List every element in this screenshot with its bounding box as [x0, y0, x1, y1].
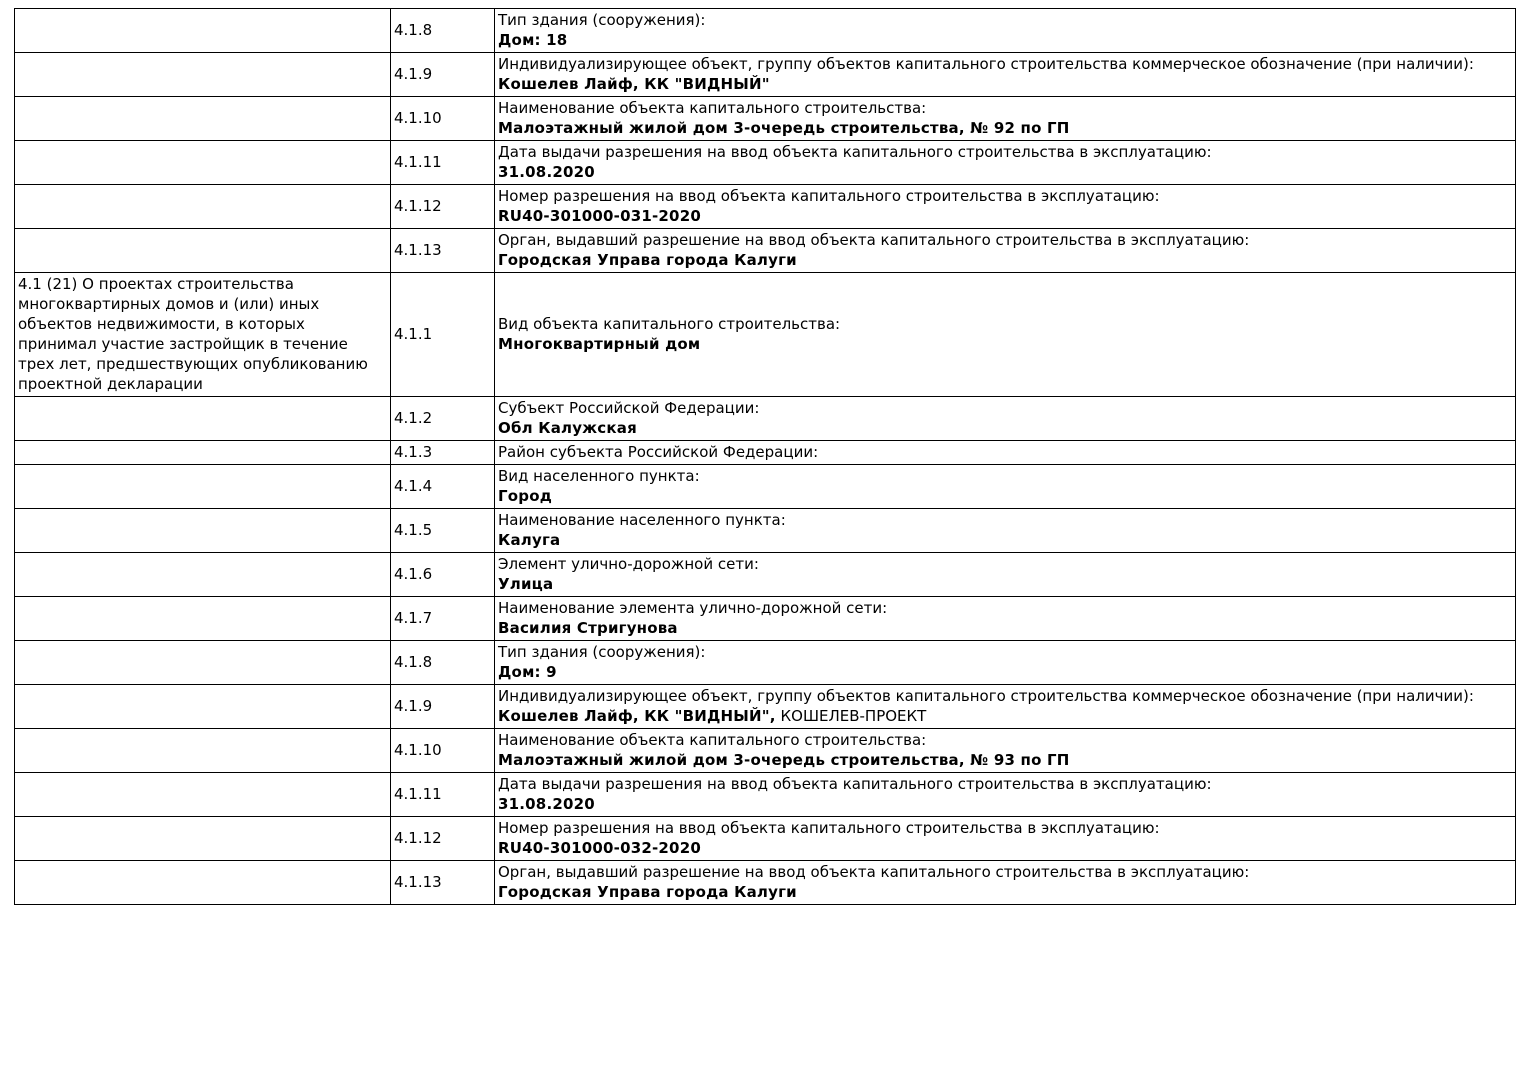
table-row — [15, 817, 1516, 861]
section-cell — [15, 773, 391, 817]
section-cell — [15, 465, 391, 509]
row-content — [495, 9, 1516, 53]
section-cell — [15, 97, 391, 141]
table-row — [15, 53, 1516, 97]
row-code: 4.1.1 — [391, 273, 495, 397]
section-cell — [15, 553, 391, 597]
field-value — [498, 574, 1511, 594]
section-cell — [15, 53, 391, 97]
field-label: Элемент улично-дорожной сети: — [498, 555, 759, 573]
field-value-bold: Василия Стригунова — [498, 619, 678, 637]
field-label: Орган, выдавший разрешение на ввод объекта капитального строительства в эксплуатацию: — [498, 231, 1250, 249]
field-value-bold: RU40-301000-032-2020 — [498, 839, 701, 857]
row-content — [495, 53, 1516, 97]
field-label: Орган, выдавший разрешение на ввод объекта капитального строительства в эксплуатацию: — [498, 863, 1250, 881]
row-content — [495, 773, 1516, 817]
field-value — [498, 618, 1511, 638]
row-content — [495, 861, 1516, 905]
field-label: Вид объекта капитального строительства: — [498, 315, 841, 333]
field-value-bold: RU40-301000-031-2020 — [498, 207, 701, 225]
field-label: Наименование населенного пункта: — [498, 511, 786, 529]
section-cell — [15, 141, 391, 185]
row-code: 4.1.11 — [391, 773, 495, 817]
field-value — [498, 250, 1511, 270]
field-value — [498, 838, 1511, 858]
field-label: Наименование элемента улично-дорожной сети: — [498, 599, 888, 617]
table-row — [15, 141, 1516, 185]
row-code: 4.1.9 — [391, 53, 495, 97]
declaration-table-body — [15, 9, 1516, 905]
row-content — [495, 141, 1516, 185]
row-content — [495, 465, 1516, 509]
table-row — [15, 861, 1516, 905]
row-content — [495, 817, 1516, 861]
row-content — [495, 441, 1516, 465]
field-value-bold: Дом: 9 — [498, 663, 557, 681]
table-row — [15, 509, 1516, 553]
field-value-bold: Улица — [498, 575, 554, 593]
field-value — [498, 162, 1511, 182]
row-content — [495, 553, 1516, 597]
row-code: 4.1.10 — [391, 97, 495, 141]
row-content — [495, 185, 1516, 229]
row-content — [495, 273, 1516, 397]
row-code: 4.1.3 — [391, 441, 495, 465]
row-code: 4.1.5 — [391, 509, 495, 553]
table-row — [15, 185, 1516, 229]
field-value — [498, 882, 1511, 902]
section-cell — [15, 397, 391, 441]
field-value-regular: КОШЕЛЕВ-ПРОЕКТ — [775, 707, 927, 725]
table-row — [15, 773, 1516, 817]
table-row — [15, 229, 1516, 273]
field-value-bold: Кошелев Лайф, КК "ВИДНЫЙ", — [498, 707, 776, 725]
section-cell — [15, 729, 391, 773]
row-code: 4.1.12 — [391, 185, 495, 229]
row-content — [495, 229, 1516, 273]
field-value — [498, 794, 1511, 814]
table-row — [15, 465, 1516, 509]
field-label: Тип здания (сооружения): — [498, 11, 706, 29]
field-label: Тип здания (сооружения): — [498, 643, 706, 661]
field-label: Индивидуализирующее объект, группу объектов капитального строительства коммерческое обозначение (при наличии): — [498, 687, 1474, 705]
field-value — [498, 30, 1511, 50]
section-cell — [15, 441, 391, 465]
field-label: Дата выдачи разрешения на ввод объекта капитального строительства в эксплуатацию: — [498, 143, 1212, 161]
row-code: 4.1.10 — [391, 729, 495, 773]
field-label: Индивидуализирующее объект, группу объектов капитального строительства коммерческое обозначение (при наличии): — [498, 55, 1474, 73]
row-code: 4.1.6 — [391, 553, 495, 597]
table-row — [15, 553, 1516, 597]
table-row — [15, 729, 1516, 773]
section-cell — [15, 229, 391, 273]
field-label: Субъект Российской Федерации: — [498, 399, 760, 417]
section-cell — [15, 9, 391, 53]
section-cell — [15, 685, 391, 729]
table-row — [15, 441, 1516, 465]
field-value-bold: Малоэтажный жилой дом 3-очередь строительства, № 92 по ГП — [498, 119, 1070, 137]
section-cell — [15, 597, 391, 641]
row-code: 4.1.12 — [391, 817, 495, 861]
field-label: Номер разрешения на ввод объекта капитального строительства в эксплуатацию: — [498, 819, 1160, 837]
field-value-bold: Калуга — [498, 531, 561, 549]
field-value — [498, 706, 1511, 726]
field-value — [498, 662, 1511, 682]
row-content — [495, 597, 1516, 641]
section-cell — [15, 185, 391, 229]
row-content — [495, 397, 1516, 441]
field-value-bold: Обл Калужская — [498, 419, 637, 437]
table-row — [15, 397, 1516, 441]
field-label: Номер разрешения на ввод объекта капитального строительства в эксплуатацию: — [498, 187, 1160, 205]
field-value-bold: Малоэтажный жилой дом 3-очередь строительства, № 93 по ГП — [498, 751, 1070, 769]
field-value — [498, 74, 1511, 94]
field-value-bold: Многоквартирный дом — [498, 335, 701, 353]
declaration-table — [14, 8, 1516, 905]
field-value-bold: Городская Управа города Калуги — [498, 883, 797, 901]
row-content — [495, 97, 1516, 141]
row-code: 4.1.8 — [391, 641, 495, 685]
row-code: 4.1.7 — [391, 597, 495, 641]
field-value-bold: Кошелев Лайф, КК "ВИДНЫЙ" — [498, 75, 770, 93]
section-cell — [15, 817, 391, 861]
field-value — [498, 750, 1511, 770]
field-value — [498, 486, 1511, 506]
row-content — [495, 685, 1516, 729]
section-cell — [15, 861, 391, 905]
field-value — [498, 530, 1511, 550]
section-cell: 4.1 (21) О проектах строительства многоквартирных домов и (или) иных объектов недвижимости, в которых принимал участие застройщик в течение трех лет, предшествующих опубликованию проектной декларации — [15, 273, 391, 397]
row-code: 4.1.2 — [391, 397, 495, 441]
field-label: Наименование объекта капитального строительства: — [498, 99, 927, 117]
row-content — [495, 641, 1516, 685]
row-code: 4.1.4 — [391, 465, 495, 509]
row-code: 4.1.11 — [391, 141, 495, 185]
field-value-bold: 31.08.2020 — [498, 795, 595, 813]
table-row — [15, 685, 1516, 729]
field-value-bold: Городская Управа города Калуги — [498, 251, 797, 269]
row-code: 4.1.9 — [391, 685, 495, 729]
field-label: Наименование объекта капитального строительства: — [498, 731, 927, 749]
table-row — [15, 9, 1516, 53]
row-content — [495, 729, 1516, 773]
field-value — [498, 118, 1511, 138]
field-value — [498, 418, 1511, 438]
field-value-bold: 31.08.2020 — [498, 163, 595, 181]
field-value-bold: Дом: 18 — [498, 31, 568, 49]
table-row — [15, 97, 1516, 141]
row-content — [495, 509, 1516, 553]
section-cell — [15, 641, 391, 685]
field-label: Вид населенного пункта: — [498, 467, 700, 485]
section-cell — [15, 509, 391, 553]
field-label: Дата выдачи разрешения на ввод объекта капитального строительства в эксплуатацию: — [498, 775, 1212, 793]
row-code: 4.1.8 — [391, 9, 495, 53]
table-row — [15, 641, 1516, 685]
table-row — [15, 597, 1516, 641]
field-value-bold: Город — [498, 487, 553, 505]
row-code: 4.1.13 — [391, 861, 495, 905]
field-value — [498, 206, 1511, 226]
field-value — [498, 334, 1511, 354]
table-row — [15, 273, 1516, 397]
field-label: Район субъекта Российской Федерации: — [498, 443, 819, 461]
row-code: 4.1.13 — [391, 229, 495, 273]
